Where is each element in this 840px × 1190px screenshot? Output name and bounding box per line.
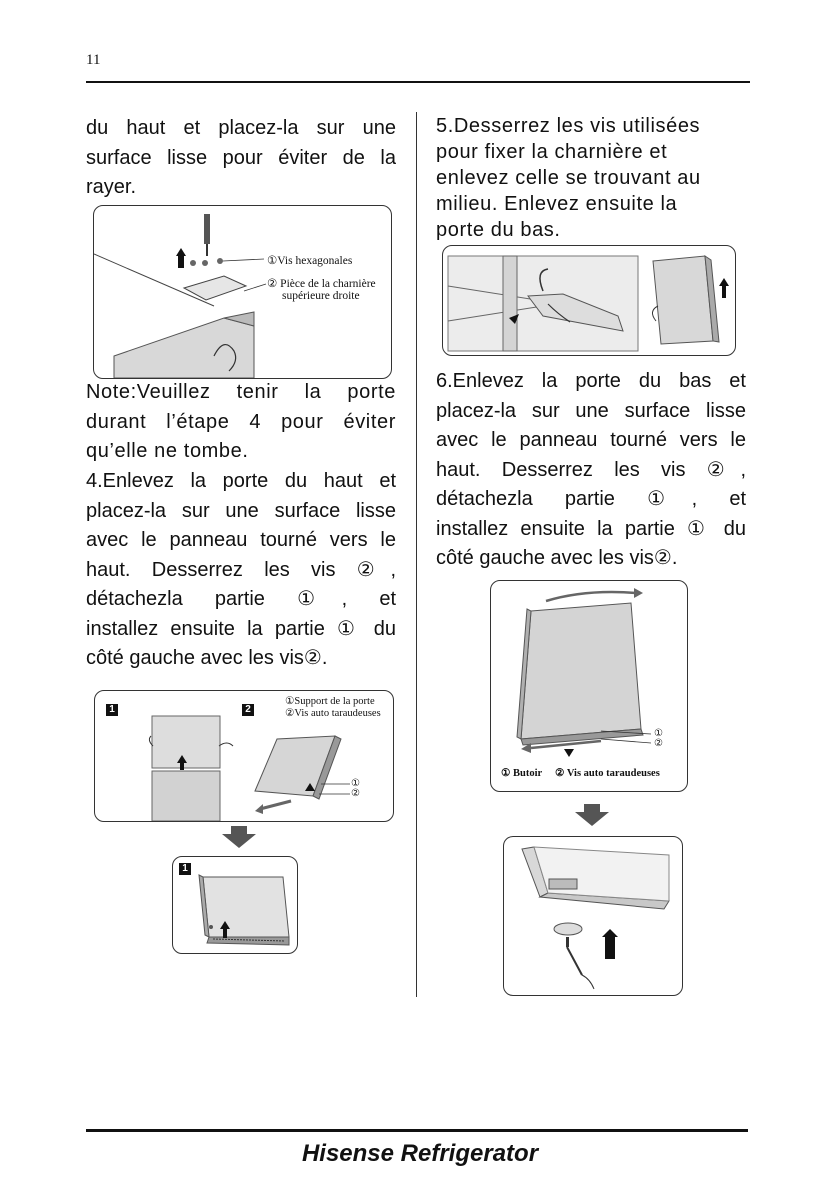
text-line: du haut et placez-la sur une — [86, 117, 396, 139]
text-line: Note:Veuillez tenir la porte — [86, 381, 396, 403]
text-line: installez ensuite la partie ① du — [436, 517, 746, 540]
callout-2: ② — [654, 738, 663, 749]
text-line: surface lisse pour éviter de la — [86, 146, 396, 169]
callout-1: ① — [351, 778, 360, 789]
text-line: côté gauche avec les vis②. — [86, 647, 328, 669]
door-bottom-illustration — [173, 857, 297, 953]
text-line: 5.Desserrez les vis utilisées — [436, 115, 701, 137]
down-arrow-icon — [575, 804, 609, 826]
figure-upper-door — [94, 690, 394, 822]
text-line: placez-la sur une surface lisse — [436, 399, 746, 422]
text-line: haut. Desserrez les vis ②, — [436, 458, 746, 481]
text-line: 4.Enlevez la porte du haut et — [86, 470, 396, 492]
callout-1: ① — [654, 728, 663, 739]
text-line: rayer. — [86, 176, 137, 198]
lower-door-illustration — [491, 581, 687, 791]
text-line: qu’elle ne tombe. — [86, 440, 249, 462]
step-number-2: 2 — [242, 704, 254, 716]
text-line: détachezla partie ①, et — [436, 488, 746, 510]
text-line: enlevez celle se trouvant au — [436, 167, 701, 189]
footer-brand: Hisense Refrigerator — [301, 1140, 539, 1167]
step5-paragraph — [436, 113, 756, 243]
text-line: installez ensuite la partie ① du — [86, 617, 396, 640]
figure-lower-door — [490, 580, 688, 792]
step-number-1: 1 — [106, 704, 118, 716]
text-line: avec le panneau tourné vers le — [436, 429, 746, 451]
label-door-support: ①Support de la porte — [285, 696, 375, 707]
legend-stopper: ① Butoir — [501, 768, 543, 779]
column-divider — [416, 112, 417, 997]
step-number-1: 1 — [179, 863, 191, 875]
text-line: côté gauche avec les vis②. — [436, 547, 678, 569]
text-line: placez-la sur une surface lisse — [86, 499, 396, 522]
text-line: pour fixer la charnière et — [436, 141, 668, 163]
header-rule — [86, 81, 750, 83]
page-number: 11 — [86, 52, 101, 68]
down-arrow-icon — [222, 826, 256, 848]
footer-rule — [86, 1129, 748, 1132]
text-line: 6.Enlevez la porte du bas et — [436, 370, 746, 392]
figure-stopper-detail — [503, 836, 683, 996]
text-line: détachezla partie ①, et — [86, 588, 396, 610]
stopper-detail-illustration — [504, 837, 682, 995]
legend-self-tapping-screws: ② Vis auto taraudeuses — [555, 768, 660, 779]
text-line: haut. Desserrez les vis ②, — [86, 558, 396, 581]
intro-paragraph — [86, 114, 396, 203]
figure-middle-hinge — [442, 245, 736, 356]
step4-paragraph — [86, 467, 396, 674]
text-line: durant l’étape 4 pour éviter — [86, 410, 396, 433]
note-paragraph — [86, 378, 396, 467]
figure-door-bottom — [172, 856, 298, 954]
label-self-tapping-screws: ②Vis auto taraudeuses — [285, 708, 381, 719]
text-line: milieu. Enlevez ensuite la — [436, 193, 678, 215]
text-line: porte du bas. — [436, 219, 561, 241]
label-hex-screws: ①Vis hexagonales — [267, 255, 353, 267]
step6-paragraph — [436, 367, 746, 574]
callout-2: ② — [351, 788, 360, 799]
text-line: avec le panneau tourné vers le — [86, 529, 396, 551]
middle-hinge-illustration — [443, 246, 735, 355]
label-hinge-part-cont: supérieure droite — [282, 290, 360, 302]
figure-top-hinge — [93, 205, 392, 379]
label-hinge-part: ② Pièce de la charnière — [267, 278, 376, 290]
